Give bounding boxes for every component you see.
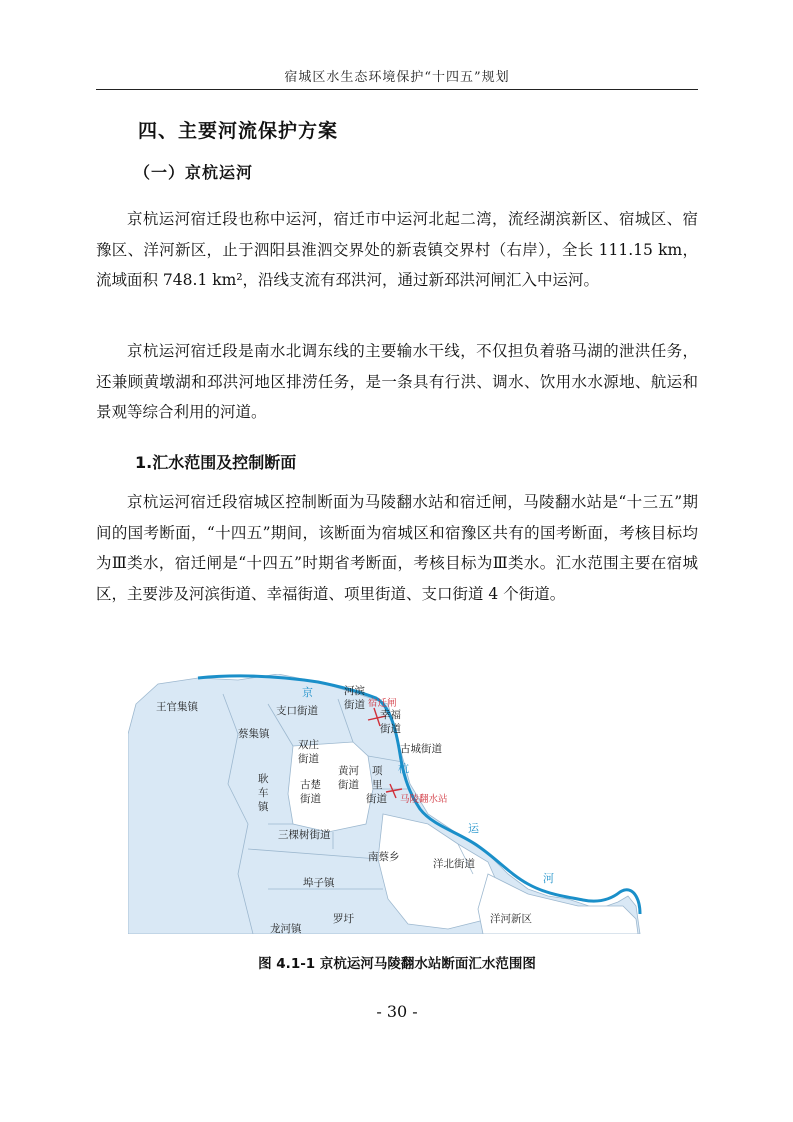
region-naiche-3: 镇 (258, 801, 269, 813)
region-wangguanji: 王官集镇 (156, 701, 198, 713)
section-title: 四、主要河流保护方案 (138, 120, 339, 142)
station-suqian-zha: 宿迁闸 (368, 698, 397, 709)
region-shuangzhuang-2: 街道 (298, 753, 319, 765)
paragraph-catchment: 京杭运河宿迁段宿城区控制断面为马陵翻水站和宿迁闸，马陵翻水站是“十三五”期间的国考断面，“十四五”期间，该断面为宿城区和宿豫区共有的国考断面，考核目标均为Ⅲ类水，宿迁闸是“十四五”时期省考断面，考核目标为Ⅲ类水。汇水范围主要在宿城区，主要涉及河滨街道、幸福街道、项里街道、支口街道 4 个街道。 (96, 493, 698, 603)
river-char-1: 京 (302, 686, 313, 699)
region-shuangzhuang-1: 双庄 (298, 739, 319, 751)
subheading-catchment: 1.汇水范围及控制断面 (135, 453, 297, 472)
running-header: 宿城区水生态环境保护“十四五”规划 (284, 70, 510, 85)
region-hebin-1: 河滨 (344, 685, 365, 697)
region-sankeshu: 三棵树街道 (278, 829, 331, 841)
region-xingfu-2: 街道 (380, 723, 401, 735)
region-puzi: 埠子镇 (303, 877, 335, 889)
region-xiangli-1: 项 (372, 765, 383, 777)
region-huanghe-1: 黄河 (338, 765, 359, 777)
region-gucu-2: 街道 (300, 793, 321, 805)
region-longhe: 龙河镇 (270, 923, 302, 934)
river-char-4: 河 (543, 872, 554, 885)
river-char-2: 杭 (398, 762, 409, 775)
river-char-3: 运 (468, 822, 479, 835)
figure-caption: 图 4.1-1 京杭运河马陵翻水站断面汇水范围图 (258, 956, 536, 972)
region-xiangli-2: 里 (372, 779, 383, 791)
catchment-map (128, 674, 658, 934)
region-yangbei: 洋北街道 (433, 858, 475, 870)
station-maling: 马陵翻水站 (400, 794, 448, 805)
region-gucu-1: 古楚 (300, 779, 321, 791)
page-number: - 30 - (376, 1002, 418, 1021)
region-caiji: 蔡集镇 (238, 728, 270, 740)
region-luowei: 罗圩 (333, 913, 354, 925)
region-zhikou: 支口街道 (276, 705, 318, 717)
region-xiangli-3: 街道 (366, 793, 387, 805)
paragraph-function: 京杭运河宿迁段是南水北调东线的主要输水干线，不仅担负着骆马湖的泄洪任务，还兼顾黄墩湖和邳洪河地区排涝任务，是一条具有行洪、调水、饮用水水源地、航运和景观等综合利用的河道。 (96, 342, 698, 421)
subsection-title: （一）京杭运河 (134, 163, 254, 182)
header-rule (96, 89, 698, 90)
region-naiche-2: 车 (258, 787, 269, 799)
region-xingfu-1: 幸福 (380, 709, 401, 721)
region-huanghe-2: 街道 (338, 779, 359, 791)
paragraph-intro: 京杭运河宿迁段也称中运河，宿迁市中运河北起二湾，流经湖滨新区、宿城区、宿豫区、洋河新区，止于泗阳县淮泗交界处的新袁镇交界村（右岸），全长 111.15 km，流域面积 748.1 km²，沿线支流有邳洪河，通过新邳洪河闸汇入中运河。 (96, 210, 698, 289)
region-gucheng: 古城街道 (400, 743, 442, 755)
region-hebin-2: 街道 (344, 699, 365, 711)
region-naiche-1: 耿 (258, 773, 269, 785)
region-nancai: 南蔡乡 (368, 851, 400, 863)
region-yanghexinqu: 洋河新区 (490, 913, 532, 925)
